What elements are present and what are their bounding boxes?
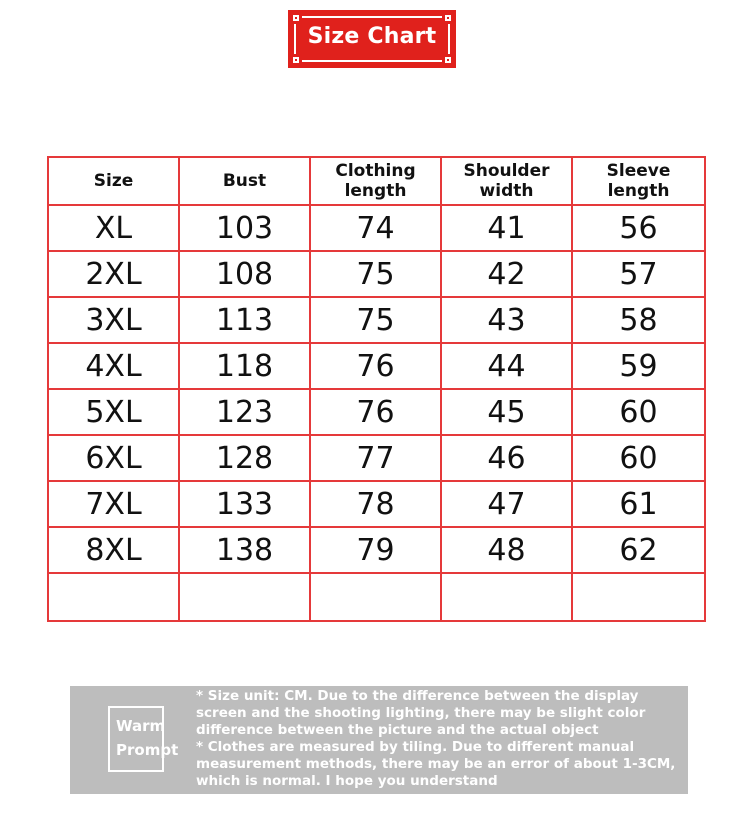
cell-size: XL xyxy=(48,205,179,251)
cell-bust: 118 xyxy=(179,343,310,389)
cell-shoulder-width: 47 xyxy=(441,481,572,527)
cell-size: 7XL xyxy=(48,481,179,527)
cell-size: 4XL xyxy=(48,343,179,389)
cell-size: 8XL xyxy=(48,527,179,573)
cell-shoulder-width: 46 xyxy=(441,435,572,481)
cell-shoulder-width: 43 xyxy=(441,297,572,343)
column-header-clothing-length: Clothing length xyxy=(310,157,441,205)
warm-prompt-label: Warm Prompt xyxy=(116,717,179,759)
corner-ornament-icon xyxy=(442,12,454,24)
cell-shoulder-width: 48 xyxy=(441,527,572,573)
table-row xyxy=(48,527,705,573)
cell-size: 2XL xyxy=(48,251,179,297)
empty-cell xyxy=(310,573,441,621)
size-chart-title-badge xyxy=(288,10,456,68)
cell-sleeve-length: 59 xyxy=(572,343,705,389)
empty-cell xyxy=(179,573,310,621)
note-measurement: * Clothes are measured by tiling. Due to different manual measurement methods, there may be an error of about 1-3CM, which is normal. I hope you understand xyxy=(196,739,676,789)
cell-sleeve-length: 62 xyxy=(572,527,705,573)
cell-sleeve-length: 56 xyxy=(572,205,705,251)
empty-cell xyxy=(441,573,572,621)
cell-clothing-length: 79 xyxy=(310,527,441,573)
table-row xyxy=(48,343,705,389)
cell-bust: 123 xyxy=(179,389,310,435)
cell-size: 3XL xyxy=(48,297,179,343)
cell-bust: 133 xyxy=(179,481,310,527)
empty-cell xyxy=(572,573,705,621)
cell-shoulder-width: 42 xyxy=(441,251,572,297)
cell-bust: 138 xyxy=(179,527,310,573)
cell-sleeve-length: 60 xyxy=(572,389,705,435)
cell-clothing-length: 75 xyxy=(310,297,441,343)
column-header-sleeve-length: Sleeve length xyxy=(572,157,705,205)
page-title: Size Chart xyxy=(307,24,437,49)
empty-cell xyxy=(48,573,179,621)
cell-clothing-length: 78 xyxy=(310,481,441,527)
column-header-size: Size xyxy=(48,157,179,205)
cell-clothing-length: 74 xyxy=(310,205,441,251)
table-row xyxy=(48,251,705,297)
size-table xyxy=(47,156,706,622)
cell-bust: 113 xyxy=(179,297,310,343)
cell-size: 6XL xyxy=(48,435,179,481)
cell-shoulder-width: 44 xyxy=(441,343,572,389)
cell-sleeve-length: 60 xyxy=(572,435,705,481)
cell-sleeve-length: 58 xyxy=(572,297,705,343)
table-row xyxy=(48,297,705,343)
cell-shoulder-width: 45 xyxy=(441,389,572,435)
cell-size: 5XL xyxy=(48,389,179,435)
cell-shoulder-width: 41 xyxy=(441,205,572,251)
table-row xyxy=(48,205,705,251)
cell-clothing-length: 75 xyxy=(310,251,441,297)
corner-ornament-icon xyxy=(290,12,302,24)
table-row-empty xyxy=(48,573,705,621)
table-row xyxy=(48,435,705,481)
cell-sleeve-length: 57 xyxy=(572,251,705,297)
cell-clothing-length: 76 xyxy=(310,389,441,435)
title-badge-frame xyxy=(288,10,456,68)
table-header-row xyxy=(48,157,705,205)
table-row xyxy=(48,481,705,527)
table-row xyxy=(48,389,705,435)
corner-ornament-icon xyxy=(290,54,302,66)
column-header-shoulder-width: Shoulder width xyxy=(441,157,572,205)
cell-sleeve-length: 61 xyxy=(572,481,705,527)
cell-bust: 128 xyxy=(179,435,310,481)
column-header-bust: Bust xyxy=(179,157,310,205)
cell-clothing-length: 76 xyxy=(310,343,441,389)
warm-prompt-notice xyxy=(70,686,688,794)
note-size-unit: * Size unit: CM. Due to the difference between the display screen and the shooting lighting, there may be slight color difference between the picture and the actual object xyxy=(196,688,646,738)
notice-notes xyxy=(196,688,676,790)
corner-ornament-icon xyxy=(442,54,454,66)
cell-bust: 108 xyxy=(179,251,310,297)
cell-clothing-length: 77 xyxy=(310,435,441,481)
cell-bust: 103 xyxy=(179,205,310,251)
